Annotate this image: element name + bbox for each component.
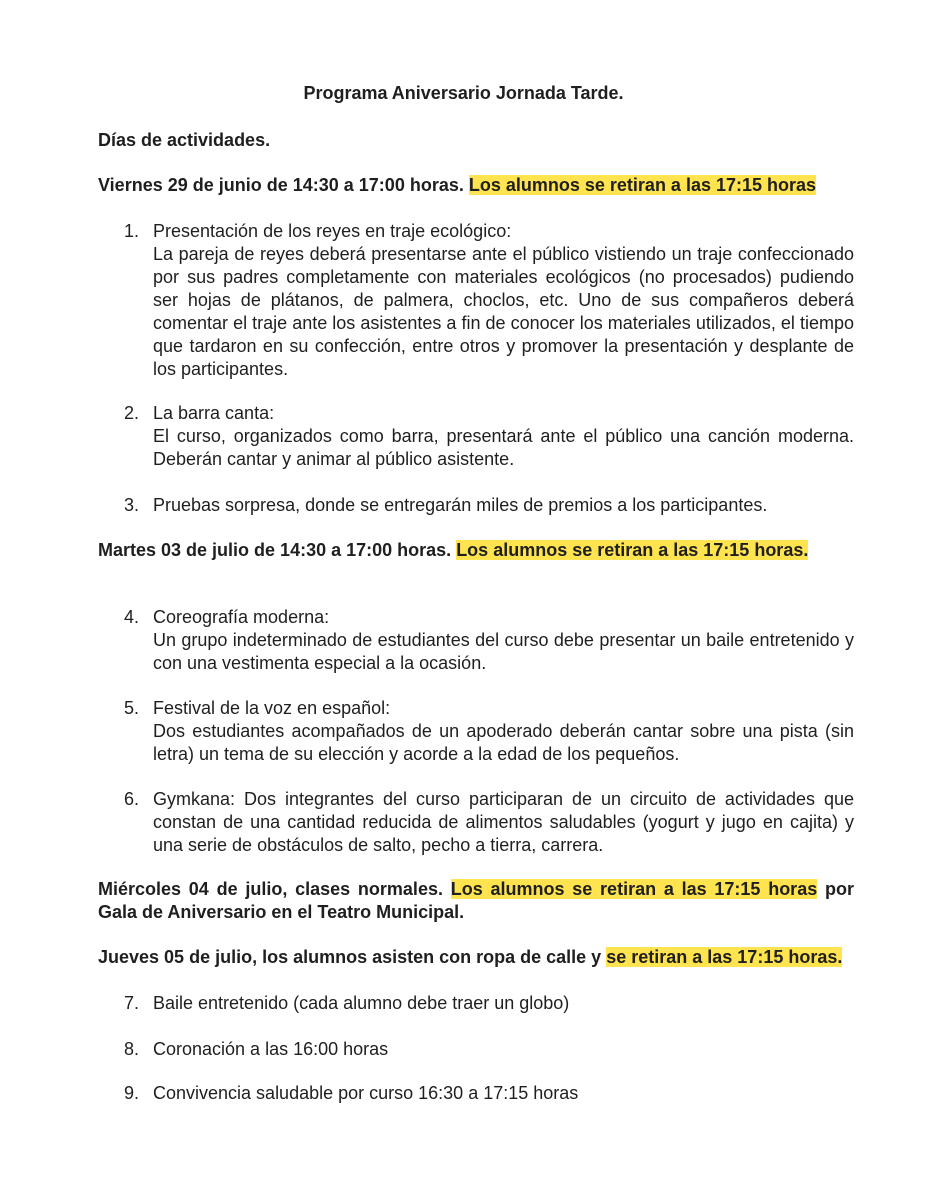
highlight-retiro: Los alumnos se retiran a las 17:15 horas. bbox=[456, 540, 809, 560]
section-tail: por Gala de Aniversario en el Teatro Municipal. bbox=[98, 879, 854, 922]
list-item-9 bbox=[124, 1082, 854, 1105]
item-number: 2. bbox=[124, 403, 140, 423]
section-heading-jueves bbox=[98, 946, 854, 969]
item-title: Gymkana: Dos integrantes del curso participaran de un circuito de actividades que constan de una cantidad reducida de alimentos saludables (yogurt y jugo en cajita) y una serie de obstáculos de salto, pecho a tierra, carrera. bbox=[153, 789, 854, 855]
section-date: Jueves 05 de julio, los alumnos asisten con ropa de calle y bbox=[98, 947, 602, 967]
list-item-4 bbox=[124, 606, 854, 675]
item-description: El curso, organizados como barra, presentará ante el público una canción moderna. Deberán cantar y animar al público asistente. bbox=[153, 426, 854, 469]
item-number: 6. bbox=[124, 789, 140, 809]
item-description: Un grupo indeterminado de estudiantes del curso debe presentar un baile entretenido y con una vestimenta especial a la ocasión. bbox=[153, 630, 854, 673]
section-date: Martes 03 de julio de 14:30 a 17:00 horas. bbox=[98, 540, 452, 560]
subtitle-days: Días de actividades. bbox=[98, 130, 271, 150]
item-description: La pareja de reyes deberá presentarse ante el público vistiendo un traje confeccionado por sus padres completamente con materiales ecológicos (no procesados) pudiendo ser hojas de plátanos, de palmera, choclos, etc. Uno de sus compañeros deberá comentar el traje ante los asistentes a fin de conocer los materiales utilizados, el tiempo que tardaron en su confección, entre otros y promover la presentación y desplante de los participantes. bbox=[153, 244, 854, 379]
item-number: 8. bbox=[124, 1039, 140, 1059]
item-title: Festival de la voz en español: bbox=[153, 698, 391, 718]
list-item-8 bbox=[124, 1038, 854, 1061]
section-heading-viernes bbox=[98, 174, 854, 197]
section-heading-martes bbox=[98, 539, 854, 562]
section-date: Viernes 29 de junio de 14:30 a 17:00 horas. bbox=[98, 175, 464, 195]
highlight-retiro: Los alumnos se retiran a las 17:15 horas bbox=[450, 879, 818, 899]
item-title: Presentación de los reyes en traje ecológico: bbox=[153, 221, 512, 241]
item-title: Coreografía moderna: bbox=[153, 607, 330, 627]
item-description: Dos estudiantes acompañados de un apoderado deberán cantar sobre una pista (sin letra) un tema de su elección y acorde a la edad de los pequeños. bbox=[153, 721, 854, 764]
list-item-2 bbox=[124, 402, 854, 471]
item-title: Coronación a las 16:00 horas bbox=[153, 1039, 389, 1059]
item-number: 3. bbox=[124, 495, 140, 515]
item-title: Pruebas sorpresa, donde se entregarán miles de premios a los participantes. bbox=[153, 495, 768, 515]
item-number: 9. bbox=[124, 1083, 140, 1103]
highlight-retiro: Los alumnos se retiran a las 17:15 horas bbox=[468, 175, 817, 195]
item-number: 1. bbox=[124, 221, 140, 241]
list-item-6 bbox=[124, 788, 854, 857]
highlight-retiro: se retiran a las 17:15 horas. bbox=[606, 947, 843, 967]
item-number: 7. bbox=[124, 993, 140, 1013]
list-item-1 bbox=[124, 220, 854, 381]
item-title: La barra canta: bbox=[153, 403, 275, 423]
list-item-3 bbox=[124, 494, 854, 517]
document-title: Programa Aniversario Jornada Tarde. bbox=[303, 83, 624, 103]
item-number: 4. bbox=[124, 607, 140, 627]
section-date: Miércoles 04 de julio, clases normales. bbox=[98, 879, 443, 899]
list-item-5 bbox=[124, 697, 854, 766]
item-title: Baile entretenido (cada alumno debe traer un globo) bbox=[153, 993, 570, 1013]
list-item-7 bbox=[124, 992, 854, 1015]
item-number: 5. bbox=[124, 698, 140, 718]
item-title: Convivencia saludable por curso 16:30 a 17:15 horas bbox=[153, 1083, 579, 1103]
section-heading-miercoles bbox=[98, 878, 854, 924]
